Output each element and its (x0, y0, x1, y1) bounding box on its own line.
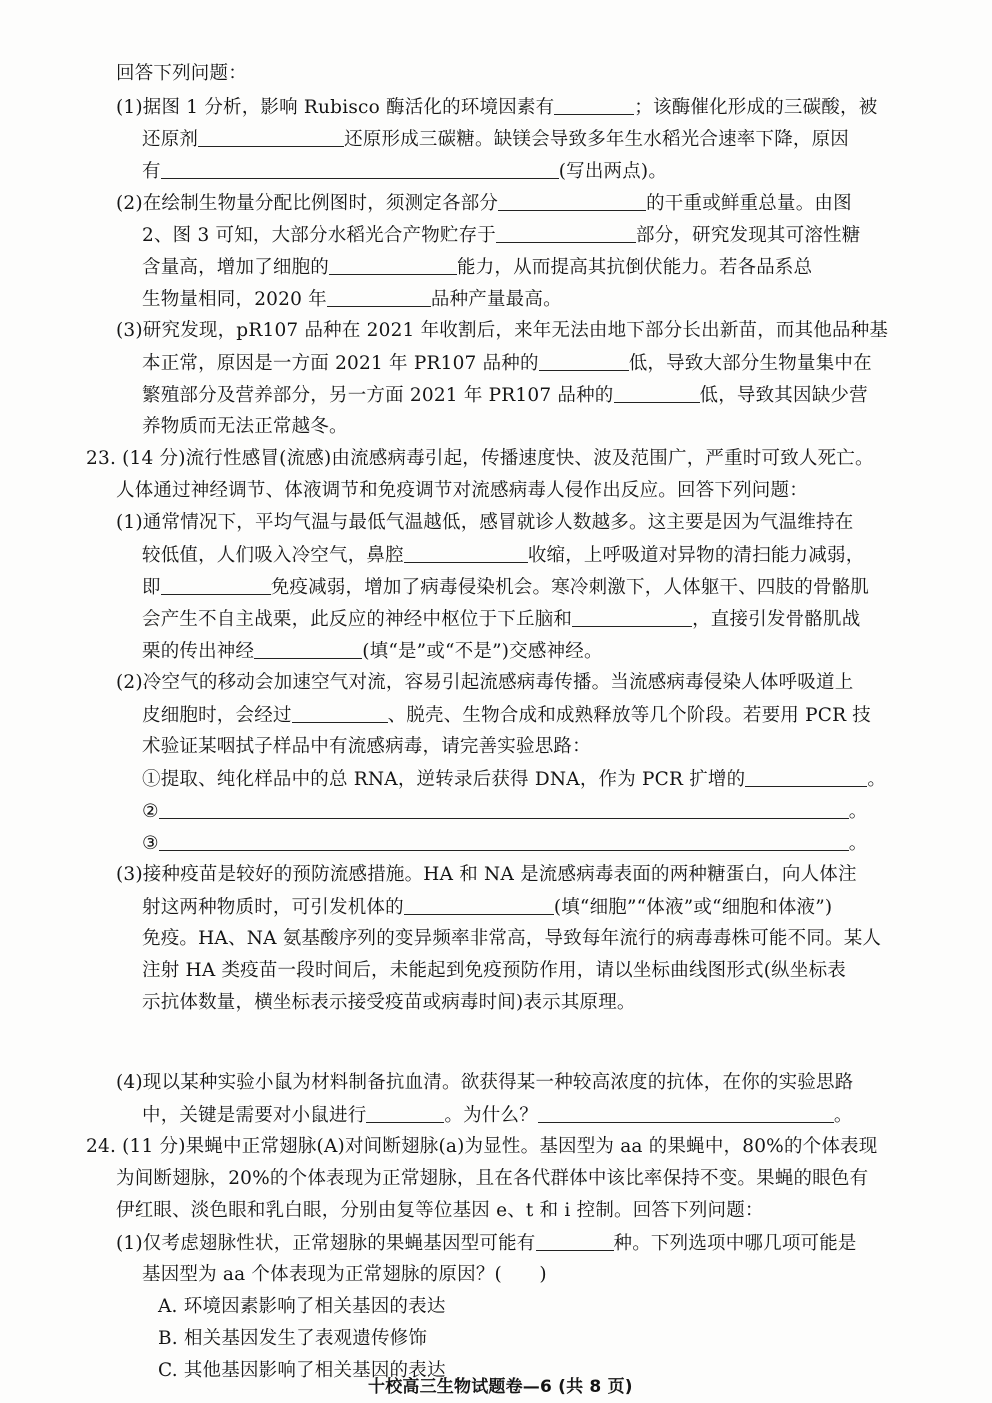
option-b[interactable]: B. 相关基因发生了表观遗传修饰 (158, 1328, 428, 1349)
q23-p1-line5: 栗的传出神经 (填“是”或“不是”)交感神经。 (142, 641, 603, 662)
q24-head-line2: 为间断翅脉，20%的个体表现为正常翅脉，且在各代群体中该比率保持不变。果蝇的眼色有 (116, 1168, 869, 1189)
q24-head-line1: 24. (11 分)果蝇中正常翅脉(A)对间断翅脉(a)为显性。基因型为 aa 的果蝇中，80%的个体表现 (86, 1136, 878, 1157)
q23-p3-line3: 免疫。HA、NA 氨基酸序列的变异频率非常高，导致每年流行的病毒毒株可能不同。某人 (142, 928, 882, 949)
answer-blank[interactable] (538, 1104, 834, 1123)
q22-p2-line3: 含量高，增加了细胞的 能力，从而提高其抗倒伏能力。若各品系总 (142, 257, 813, 278)
answer-blank[interactable] (496, 224, 636, 243)
q24-p1-line1: (1)仅考虑翅脉性状，正常翅脉的果蝇基因型可能有 种。下列选项中哪几项可能是 (116, 1233, 857, 1254)
answer-blank[interactable] (159, 800, 849, 819)
answer-blank[interactable] (366, 1104, 444, 1123)
answer-blank[interactable] (404, 896, 554, 915)
q23-p1-line1: (1)通常情况下，平均气温与最低气温越低，感冒就诊人数越多。这主要是因为气温维持在 (116, 512, 854, 533)
answer-blank[interactable] (614, 384, 700, 403)
q22-p3-line2: 本正常，原因是一方面 2021 年 PR107 品种的 低，导致大部分生物量集中在 (142, 353, 872, 374)
q22-p2-line1: (2)在绘制生物量分配比例图时，须测定各部分 的干重或鲜重总量。由图 (116, 193, 852, 214)
answer-blank[interactable] (498, 192, 646, 211)
answer-blank[interactable] (329, 256, 457, 275)
q23-p2-step2: ② 。 (142, 801, 868, 822)
q23-p1-line2: 较低值，人们吸入冷空气，鼻腔 收缩，上呼吸道对异物的清扫能力减弱， (142, 545, 865, 566)
answer-blank[interactable] (254, 640, 362, 659)
q24-head-line3: 伊红眼、淡色眼和乳白眼，分别由复等位基因 e、t 和 i 控制。回答下列问题： (116, 1200, 764, 1221)
answer-blank[interactable] (404, 544, 528, 563)
answer-blank[interactable] (572, 608, 692, 627)
q23-p2-line3: 术验证某咽拭子样品中有流感病毒，请完善实验思路： (142, 736, 591, 757)
q22-p2-line4: 生物量相同，2020 年 品种产量最高。 (142, 289, 562, 310)
q23-p3-line1: (3)接种疫苗是较好的预防流感措施。HA 和 NA 是流感病毒表面的两种糖蛋白，向人体注 (116, 864, 857, 885)
q23-p3-line4: 注射 HA 类疫苗一段时间后，未能起到免疫预防作用，请以坐标曲线图形式(纵坐标表 (142, 960, 846, 981)
answer-blank[interactable] (554, 96, 634, 115)
q22-p3-line1: (3)研究发现，pR107 品种在 2021 年收割后，来年无法由地下部分长出新苗，而其他品种基 (116, 320, 889, 341)
q23-p2-step3: ③ 。 (142, 833, 868, 854)
q23-p4-line2: 中，关键是需要对小鼠进行 。为什么？ 。 (142, 1105, 853, 1126)
answer-blank[interactable] (539, 352, 629, 371)
q23-p1-line3: 即 免疫减弱，增加了病毒侵染机会。寒冷刺激下，人体躯干、四肢的骨骼肌 (142, 577, 870, 598)
q22-p1-line1: (1)据图 1 分析，影响 Rubisco 酶活化的环境因素有 ；该酶催化形成的三碳酸，被 (116, 97, 878, 118)
q23-head-line2: 人体通过神经调节、体液调节和免疫调节对流感病毒人侵作出反应。回答下列问题： (116, 480, 808, 501)
q23-p3-line5: 示抗体数量，横坐标表示接受疫苗或病毒时间)表示其原理。 (142, 992, 636, 1013)
q22-p1-line3: 有 (写出两点)。 (142, 161, 668, 182)
q24-p1-line2: 基因型为 aa 个体表现为正常翅脉的原因？( ) (142, 1264, 547, 1285)
answer-blank[interactable] (536, 1232, 614, 1251)
q22-p1-line2: 还原剂 还原形成三碳糖。缺镁会导致多年生水稻光合速率下降，原因 (142, 129, 850, 150)
option-c[interactable]: C. 其他基因影响了相关基因的表达 (158, 1360, 446, 1381)
q23-p3-line2: 射这两种物质时，可引发机体的 (填“细胞”“体液”或“细胞和体液”) (142, 897, 833, 918)
q22-p2-line2: 2、图 3 可知，大部分水稻光合产物贮存于 部分，研究发现其可溶性糖 (142, 225, 861, 246)
q23-p2-line2: 皮细胞时，会经过 、脱壳、生物合成和成熟释放等几个阶段。若要用 PCR 技 (142, 705, 872, 726)
q23-p1-line4: 会产生不自主战栗，此反应的神经中枢位于下丘脑和 ，直接引发骨骼肌战 (142, 609, 861, 630)
q23-p2-line1: (2)冷空气的移动会加速空气对流，容易引起流感病毒传播。当流感病毒侵染人体呼吸道上 (116, 672, 854, 693)
answer-blank[interactable] (745, 768, 867, 787)
answer-blank[interactable] (161, 160, 559, 179)
page-footer: 十校高三生物试题卷—6 (共 8 页) (368, 1377, 633, 1397)
answer-blank[interactable] (161, 576, 271, 595)
q23-p2-step1: ①提取、纯化样品中的总 RNA，逆转录后获得 DNA，作为 PCR 扩增的 。 (142, 769, 887, 790)
q22-p3-line3: 繁殖部分及营养部分，另一方面 2021 年 PR107 品种的 低，导致其因缺少营 (142, 385, 868, 406)
option-a[interactable]: A. 环境因素影响了相关基因的表达 (158, 1296, 446, 1317)
q22-p3-line4: 养物质而无法正常越冬。 (142, 416, 348, 437)
q23-p4-line1: (4)现以某种实验小鼠为材料制备抗血清。欲获得某一种较高浓度的抗体，在你的实验思路 (116, 1072, 854, 1093)
answer-blank[interactable] (198, 128, 344, 147)
q23-head-line1: 23. (14 分)流行性感冒(流感)由流感病毒引起，传播速度快、波及范围广，严重时可致人死亡。 (86, 448, 874, 469)
answer-blank[interactable] (327, 288, 431, 307)
intro: 回答下列问题： (116, 63, 247, 84)
answer-blank[interactable] (292, 704, 388, 723)
answer-blank[interactable] (159, 832, 849, 851)
